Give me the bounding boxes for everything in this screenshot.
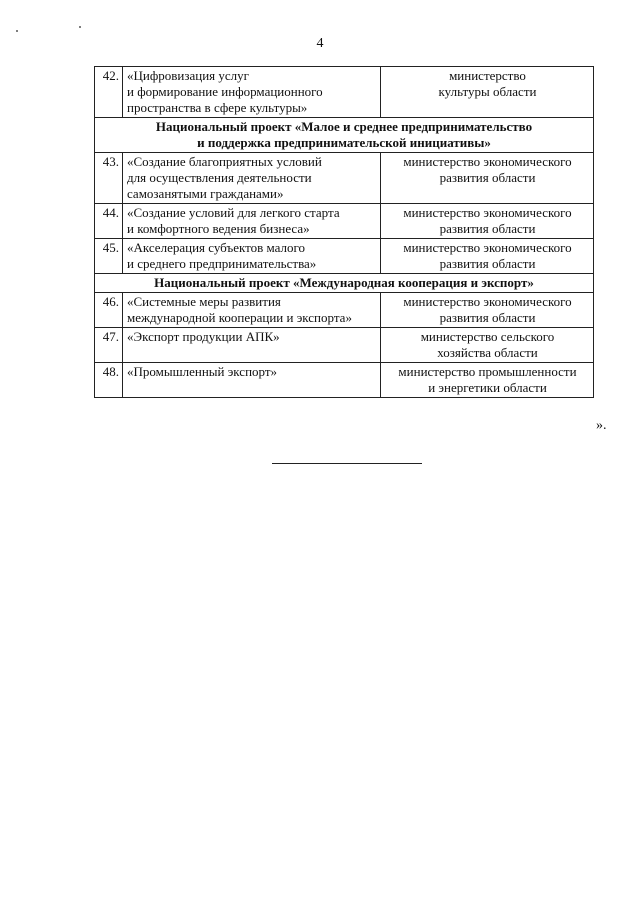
- project-name-line: «Создание условий для легкого старта: [127, 205, 340, 220]
- project-name-line: международной кооперации и экспорта»: [127, 310, 352, 325]
- project-name-line: и комфортного ведения бизнеса»: [127, 221, 310, 236]
- table-row: [95, 328, 594, 363]
- responsible-body: [381, 67, 594, 118]
- row-number: 42.: [95, 67, 123, 118]
- row-number: 44.: [95, 204, 123, 239]
- table-row: [95, 204, 594, 239]
- project-name-line: «Промышленный экспорт»: [127, 364, 278, 379]
- table-row: [95, 239, 594, 274]
- row-number: 46.: [95, 293, 123, 328]
- table-row: [95, 293, 594, 328]
- table-body: [95, 67, 594, 398]
- responsible-body-line: развития области: [439, 256, 536, 271]
- project-name: [123, 67, 381, 118]
- section-header-row: [95, 118, 594, 153]
- responsible-body: [381, 204, 594, 239]
- project-name-line: самозанятыми гражданами»: [127, 186, 284, 201]
- project-name-line: «Цифровизация услуг: [127, 68, 250, 83]
- page-number: 4: [316, 36, 324, 51]
- responsible-body-line: министерство экономического: [403, 154, 572, 169]
- project-name: [123, 363, 381, 398]
- scan-speck: [79, 26, 81, 28]
- project-name-line: и формирование информационного: [127, 84, 323, 99]
- responsible-body-line: министерство экономического: [403, 240, 572, 255]
- responsible-body-line: культуры области: [438, 84, 537, 99]
- responsible-body-line: развития области: [439, 310, 536, 325]
- scan-speck: [16, 30, 18, 32]
- project-name: [123, 153, 381, 204]
- projects-table: [94, 66, 594, 398]
- project-name: [123, 204, 381, 239]
- project-name-line: и среднего предпринимательства»: [127, 256, 317, 271]
- responsible-body-line: развития области: [439, 170, 536, 185]
- project-name-line: для осуществления деятельности: [127, 170, 312, 185]
- closing-quote: ».: [596, 418, 607, 433]
- row-number: 43.: [95, 153, 123, 204]
- section-title: [95, 274, 594, 293]
- row-number: 45.: [95, 239, 123, 274]
- project-name: [123, 239, 381, 274]
- section-title: [95, 118, 594, 153]
- table-row: [95, 67, 594, 118]
- project-name-line: «Экспорт продукции АПК»: [127, 329, 280, 344]
- project-name: [123, 328, 381, 363]
- responsible-body-line: министерство промышленности: [398, 364, 577, 379]
- responsible-body-line: министерство сельского: [420, 329, 555, 344]
- table-row: [95, 363, 594, 398]
- project-name-line: пространства в сфере культуры»: [127, 100, 308, 115]
- responsible-body-line: министерство: [449, 68, 526, 83]
- responsible-body-line: развития области: [439, 221, 536, 236]
- project-name: [123, 293, 381, 328]
- responsible-body-line: министерство экономического: [403, 294, 572, 309]
- end-rule: [272, 463, 422, 464]
- responsible-body-line: хозяйства области: [437, 345, 538, 360]
- responsible-body: [381, 328, 594, 363]
- project-name-line: «Акселерация субъектов малого: [127, 240, 306, 255]
- responsible-body: [381, 153, 594, 204]
- responsible-body-line: и энергетики области: [428, 380, 547, 395]
- row-number: 47.: [95, 328, 123, 363]
- section-title-line: Национальный проект «Международная кооперация и экспорт»: [154, 275, 534, 290]
- table-row: [95, 153, 594, 204]
- section-title-line: и поддержка предпринимательской инициативы»: [197, 135, 491, 150]
- project-name-line: «Создание благоприятных условий: [127, 154, 322, 169]
- responsible-body: [381, 363, 594, 398]
- section-title-line: Национальный проект «Малое и среднее предпринимательство: [155, 119, 533, 134]
- responsible-body: [381, 293, 594, 328]
- section-header-row: [95, 274, 594, 293]
- project-name-line: «Системные меры развития: [127, 294, 281, 309]
- row-number: 48.: [95, 363, 123, 398]
- responsible-body-line: министерство экономического: [403, 205, 572, 220]
- responsible-body: [381, 239, 594, 274]
